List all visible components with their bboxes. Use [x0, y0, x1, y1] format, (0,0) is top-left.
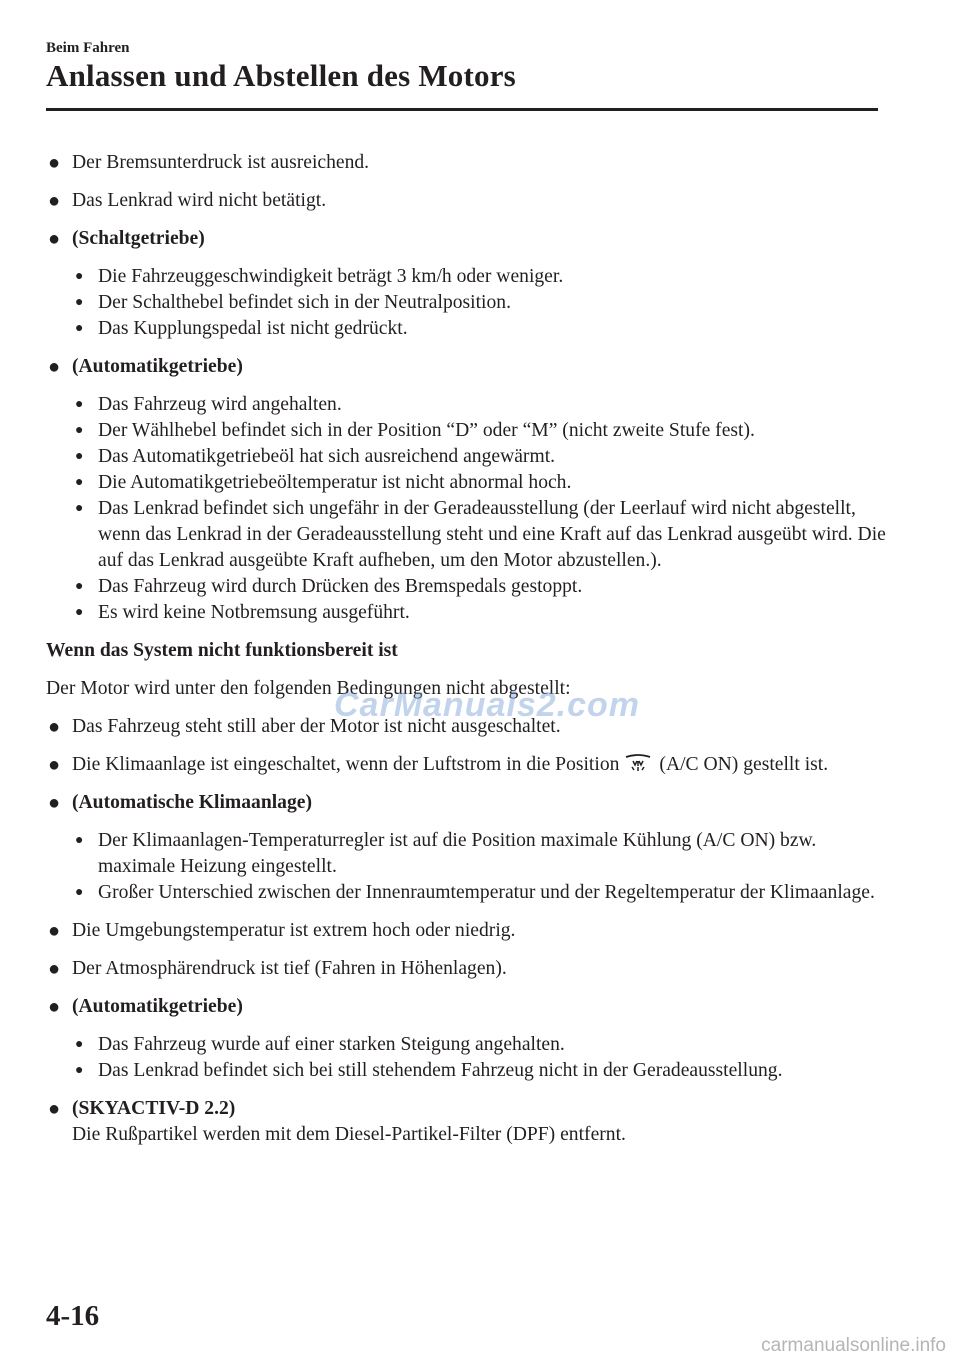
- diesel-label: (SKYACTIV-D 2.2): [72, 1098, 236, 1119]
- diesel-item: [46, 1096, 886, 1148]
- automatic-transmission-label: [46, 354, 886, 380]
- sub-bullet-icon: ●: [75, 1063, 84, 1078]
- sub-bullet-icon: ●: [75, 449, 84, 464]
- sub-item-text: Es wird keine Notbremsung ausgeführt.: [98, 602, 410, 623]
- bullet-icon: ●: [48, 190, 61, 212]
- sub-list-item: [72, 290, 886, 316]
- automatic-transmission-list-2: [72, 1032, 886, 1084]
- sub-item-text: Die Automatikgetriebeöltemperatur ist nicht abnormal hoch.: [98, 472, 572, 493]
- sub-bullet-icon: ●: [75, 501, 84, 516]
- sub-list-item: [72, 418, 886, 444]
- sub-item-text: Das Automatikgetriebeöl hat sich ausreichend angewärmt.: [98, 446, 556, 467]
- sub-list-item: [72, 828, 886, 880]
- sub-item-text: Das Lenkrad befindet sich ungefähr in der Geradeausstellung (der Leerlauf wird nicht abgestellt, wenn das Lenkrad in der Geradeausstellung steht und eine Kraft auf das Lenkrad ausgeübt wird. Die auf das Lenkrad ausgeübte Kraft aufheben, um den Motor abzustellen.).: [98, 498, 886, 571]
- sub-item-text: Das Fahrzeug wurde auf einer starken Steigung angehalten.: [98, 1034, 565, 1055]
- sub-list-item: [72, 1032, 886, 1058]
- page-title: Anlassen und Abstellen des Motors: [46, 58, 516, 93]
- sub-item-text: Der Schalthebel befindet sich in der Neutralposition.: [98, 292, 511, 313]
- section-label: Beim Fahren: [46, 40, 130, 56]
- manual-transmission-label: [46, 226, 886, 252]
- sub-item-text: Großer Unterschied zwischen der Innenraumtemperatur und der Regeltemperatur der Klimaanlage.: [98, 882, 875, 903]
- sub-list-item: [72, 392, 886, 418]
- bullet-icon: ●: [48, 356, 61, 378]
- list-item: [46, 150, 886, 176]
- sub-item-text: Die Fahrzeuggeschwindigkeit beträgt 3 km/h oder weniger.: [98, 266, 564, 287]
- sub-bullet-icon: ●: [75, 885, 84, 900]
- sub-bullet-icon: ●: [75, 423, 84, 438]
- list-item: [46, 956, 886, 982]
- sub-bullet-icon: ●: [75, 475, 84, 490]
- bullet-icon: ●: [48, 958, 61, 980]
- bullet-icon: ●: [48, 152, 61, 174]
- list-item: [46, 918, 886, 944]
- sub-list-item: [72, 496, 886, 574]
- sub-bullet-icon: ●: [75, 833, 84, 848]
- bullet-icon: ●: [48, 228, 61, 250]
- section-heading: Wenn das System nicht funktionsbereit ist: [46, 640, 398, 661]
- automatic-climate-label: [46, 790, 886, 816]
- sub-item-text: Der Wählhebel befindet sich in der Position “D” oder “M” (nicht zweite Stufe fest).: [98, 420, 755, 441]
- sub-list-item: [72, 574, 886, 600]
- list-item-text-before: Die Klimaanlage ist eingeschaltet, wenn der Luftstrom in die Position: [72, 754, 620, 775]
- list-item-text: (Automatikgetriebe): [72, 996, 243, 1017]
- list-item: [46, 188, 886, 214]
- bullet-icon: ●: [48, 920, 61, 942]
- page-number: 4-16: [46, 1300, 100, 1332]
- sub-item-text: Der Klimaanlagen-Temperaturregler ist auf die Position maximale Kühlung (A/C ON) bzw. maximale Heizung eingestellt.: [98, 830, 817, 877]
- sub-item-text: Das Lenkrad befindet sich bei still stehendem Fahrzeug nicht in der Geradeausstellung.: [98, 1060, 783, 1081]
- bullet-icon: ●: [48, 754, 61, 776]
- sub-bullet-icon: ●: [75, 295, 84, 310]
- sub-list-item: [72, 264, 886, 290]
- list-item-text: Der Bremsunterdruck ist ausreichend.: [72, 152, 370, 173]
- section-intro: Der Motor wird unter den folgenden Bedingungen nicht abgestellt:: [46, 678, 571, 699]
- sub-bullet-icon: ●: [75, 605, 84, 620]
- bullet-icon: ●: [48, 996, 61, 1018]
- sub-list-item: [72, 470, 886, 496]
- automatic-transmission-label-2: [46, 994, 886, 1020]
- list-item-text: (Schaltgetriebe): [72, 228, 205, 249]
- list-item-text: (Automatikgetriebe): [72, 356, 243, 377]
- sub-item-text: Das Kupplungspedal ist nicht gedrückt.: [98, 318, 408, 339]
- document-body: [46, 150, 886, 1160]
- sub-list-item: [72, 600, 886, 626]
- sub-list-item: [72, 880, 886, 906]
- list-item-text-after: (A/C ON) gestellt ist.: [659, 754, 829, 775]
- bullet-icon: ●: [48, 1098, 61, 1120]
- sub-bullet-icon: ●: [75, 321, 84, 336]
- bullet-icon: ●: [48, 792, 61, 814]
- list-item-text: Der Atmosphärendruck ist tief (Fahren in Höhenlagen).: [72, 958, 507, 979]
- list-item-text: Die Umgebungstemperatur ist extrem hoch oder niedrig.: [72, 920, 516, 941]
- sub-list-item: [72, 1058, 886, 1084]
- title-divider: [46, 108, 878, 111]
- list-item-text: Das Lenkrad wird nicht betätigt.: [72, 190, 327, 211]
- list-item-text: [72, 754, 828, 775]
- automatic-climate-list: [72, 828, 886, 906]
- list-item-text: (Automatische Klimaanlage): [72, 792, 312, 813]
- sub-bullet-icon: ●: [75, 397, 84, 412]
- sub-bullet-icon: ●: [75, 269, 84, 284]
- manual-transmission-list: [72, 264, 886, 342]
- sub-bullet-icon: ●: [75, 579, 84, 594]
- sub-list-item: [72, 316, 886, 342]
- sub-item-text: Das Fahrzeug wird durch Drücken des Bremspedals gestoppt.: [98, 576, 583, 597]
- footer-watermark: carmanualsonline.info: [761, 1335, 946, 1356]
- bullet-icon: ●: [48, 716, 61, 738]
- list-item-text: Das Fahrzeug steht still aber der Motor ist nicht ausgeschaltet.: [72, 716, 561, 737]
- watermark: CarManuals2.com: [334, 686, 640, 724]
- automatic-transmission-list: [72, 392, 886, 626]
- list-item: [46, 752, 886, 778]
- diesel-text: Die Rußpartikel werden mit dem Diesel-Partikel-Filter (DPF) entfernt.: [72, 1124, 626, 1145]
- sub-bullet-icon: ●: [75, 1037, 84, 1052]
- sub-list-item: [72, 444, 886, 470]
- defroster-icon: [623, 752, 653, 774]
- sub-item-text: Das Fahrzeug wird angehalten.: [98, 394, 342, 415]
